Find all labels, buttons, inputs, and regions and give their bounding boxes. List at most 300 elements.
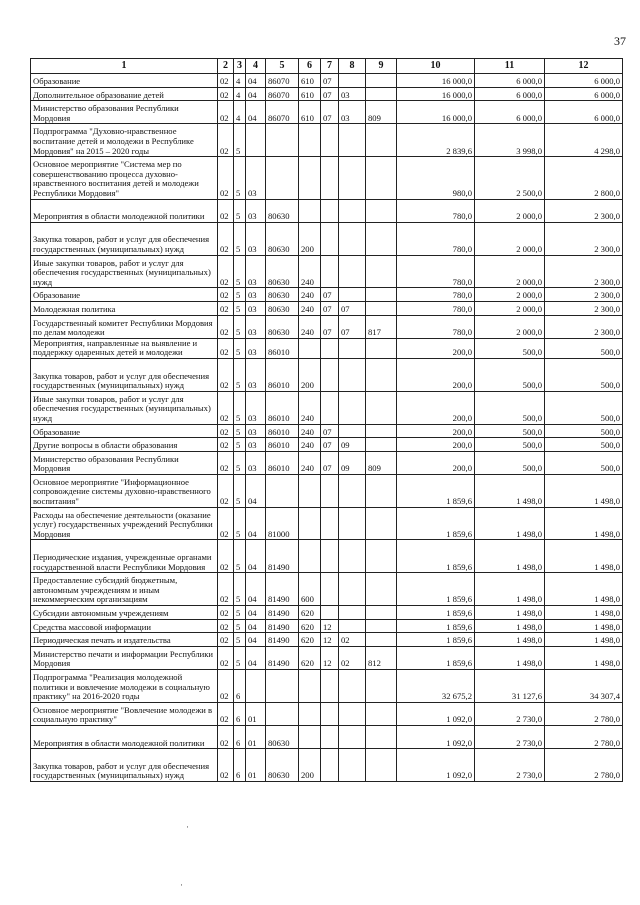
code-cell: 620 — [299, 646, 321, 669]
table-row — [31, 474, 623, 507]
row-name: Закупка товаров, работ и услуг для обеспечения государственных (муниципальных) нужд — [31, 222, 218, 255]
code-cell: 02 — [218, 301, 234, 315]
code-cell — [321, 157, 339, 199]
table-row — [31, 451, 623, 474]
code-cell: 81490 — [266, 633, 299, 647]
code-cell: 86070 — [266, 87, 299, 101]
table-row — [31, 338, 623, 358]
code-cell — [339, 288, 366, 302]
code-cell — [366, 124, 397, 157]
code-cell: 02 — [218, 702, 234, 725]
row-name: Периодическая печать и издательства — [31, 633, 218, 647]
code-cell: 07 — [339, 301, 366, 315]
amount-cell: 6 000,0 — [545, 74, 623, 88]
code-cell: 4 — [234, 101, 246, 124]
amount-cell: 1 498,0 — [475, 606, 545, 620]
code-cell: 02 — [339, 633, 366, 647]
amount-cell: 200,0 — [397, 358, 475, 391]
code-cell: 04 — [246, 633, 266, 647]
code-cell: 02 — [218, 199, 234, 222]
code-cell — [366, 749, 397, 782]
code-cell — [299, 726, 321, 749]
code-cell: 07 — [321, 288, 339, 302]
code-cell: 04 — [246, 474, 266, 507]
row-name: Закупка товаров, работ и услуг для обеспечения государственных (муниципальных) нужд — [31, 358, 218, 391]
code-cell — [321, 124, 339, 157]
code-cell — [339, 157, 366, 199]
table-row — [31, 315, 623, 338]
code-cell: 240 — [299, 315, 321, 338]
table-row — [31, 87, 623, 101]
table-row — [31, 646, 623, 669]
amount-cell: 2 300,0 — [545, 199, 623, 222]
code-cell — [339, 619, 366, 633]
code-cell — [366, 619, 397, 633]
code-cell: 04 — [246, 540, 266, 573]
code-cell: 5 — [234, 424, 246, 438]
code-cell — [299, 540, 321, 573]
amount-cell: 1 498,0 — [545, 573, 623, 606]
table-row — [31, 358, 623, 391]
row-name: Средства массовой информации — [31, 619, 218, 633]
code-cell — [339, 74, 366, 88]
code-cell — [339, 124, 366, 157]
amount-cell: 2 000,0 — [475, 301, 545, 315]
code-cell — [321, 726, 339, 749]
row-name: Предоставление субсидий бюджетным, автономным учреждениям и иным некоммерческим организациям — [31, 573, 218, 606]
code-cell: 07 — [321, 424, 339, 438]
code-cell: 81000 — [266, 507, 299, 540]
code-cell — [366, 358, 397, 391]
row-name: Мероприятия в области молодежной политики — [31, 726, 218, 749]
code-cell: 03 — [246, 222, 266, 255]
code-cell — [339, 573, 366, 606]
column-header: 3 — [234, 59, 246, 74]
row-name: Молодежная политика — [31, 301, 218, 315]
code-cell — [266, 702, 299, 725]
page-number: 37 — [614, 34, 626, 48]
code-cell: 09 — [339, 451, 366, 474]
code-cell — [266, 124, 299, 157]
code-cell — [366, 157, 397, 199]
code-cell — [321, 573, 339, 606]
code-cell — [366, 540, 397, 573]
code-cell: 240 — [299, 255, 321, 288]
amount-cell: 1 092,0 — [397, 749, 475, 782]
code-cell — [366, 702, 397, 725]
code-cell: 5 — [234, 338, 246, 358]
row-name: Мероприятия в области молодежной политики — [31, 199, 218, 222]
code-cell — [321, 358, 339, 391]
amount-cell: 500,0 — [475, 338, 545, 358]
code-cell — [266, 474, 299, 507]
code-cell — [339, 358, 366, 391]
code-cell: 80630 — [266, 222, 299, 255]
code-cell: 02 — [218, 573, 234, 606]
column-header: 8 — [339, 59, 366, 74]
amount-cell: 2 800,0 — [545, 157, 623, 199]
code-cell: 5 — [234, 507, 246, 540]
amount-cell: 780,0 — [397, 199, 475, 222]
code-cell — [299, 507, 321, 540]
code-cell: 620 — [299, 606, 321, 620]
code-cell: 80630 — [266, 199, 299, 222]
code-cell — [266, 157, 299, 199]
code-cell: 5 — [234, 315, 246, 338]
amount-cell: 200,0 — [397, 391, 475, 424]
code-cell: 07 — [321, 438, 339, 452]
row-name: Образование — [31, 424, 218, 438]
code-cell: 6 — [234, 749, 246, 782]
row-name: Иные закупки товаров, работ и услуг для обеспечения государственных (муниципальных) нужд — [31, 255, 218, 288]
budget-table — [30, 58, 623, 782]
table-row — [31, 438, 623, 452]
code-cell: 02 — [218, 358, 234, 391]
amount-cell: 500,0 — [545, 451, 623, 474]
code-cell — [339, 199, 366, 222]
code-cell: 02 — [218, 507, 234, 540]
code-cell: 07 — [321, 87, 339, 101]
code-cell — [339, 540, 366, 573]
header-row — [31, 59, 623, 74]
column-header: 1 — [31, 59, 218, 74]
amount-cell: 2 780,0 — [545, 749, 623, 782]
code-cell — [366, 726, 397, 749]
amount-cell: 780,0 — [397, 288, 475, 302]
row-name: Министерство печати и информации Республики Мордовия — [31, 646, 218, 669]
code-cell — [321, 222, 339, 255]
code-cell: 200 — [299, 749, 321, 782]
row-name: Иные закупки товаров, работ и услуг для обеспечения государственных (муниципальных) нужд — [31, 391, 218, 424]
amount-cell: 980,0 — [397, 157, 475, 199]
code-cell: 5 — [234, 606, 246, 620]
code-cell: 03 — [246, 255, 266, 288]
code-cell: 5 — [234, 391, 246, 424]
amount-cell: 1 498,0 — [545, 646, 623, 669]
row-name: Министерство образования Республики Мордовия — [31, 101, 218, 124]
code-cell: 02 — [218, 391, 234, 424]
amount-cell: 500,0 — [475, 438, 545, 452]
code-cell — [339, 606, 366, 620]
code-cell — [339, 726, 366, 749]
amount-cell: 2 300,0 — [545, 222, 623, 255]
code-cell: 620 — [299, 619, 321, 633]
code-cell: 5 — [234, 199, 246, 222]
table-body — [31, 74, 623, 782]
amount-cell: 500,0 — [475, 424, 545, 438]
code-cell: 02 — [218, 619, 234, 633]
amount-cell: 200,0 — [397, 438, 475, 452]
code-cell: 5 — [234, 222, 246, 255]
amount-cell: 500,0 — [545, 391, 623, 424]
code-cell: 04 — [246, 87, 266, 101]
code-cell: 04 — [246, 74, 266, 88]
amount-cell: 2 000,0 — [475, 255, 545, 288]
amount-cell: 1 498,0 — [545, 633, 623, 647]
code-cell: 4 — [234, 87, 246, 101]
code-cell — [246, 670, 266, 703]
code-cell — [339, 749, 366, 782]
code-cell — [366, 301, 397, 315]
amount-cell: 6 000,0 — [475, 101, 545, 124]
code-cell: 02 — [339, 646, 366, 669]
code-cell: 86010 — [266, 424, 299, 438]
table-row — [31, 619, 623, 633]
table-row — [31, 255, 623, 288]
code-cell: 81490 — [266, 646, 299, 669]
row-name: Государственный комитет Республики Мордовия по делам молодежи — [31, 315, 218, 338]
code-cell: 610 — [299, 74, 321, 88]
code-cell — [366, 255, 397, 288]
code-cell: 81490 — [266, 573, 299, 606]
amount-cell: 1 859,6 — [397, 507, 475, 540]
amount-cell: 6 000,0 — [545, 87, 623, 101]
code-cell — [321, 670, 339, 703]
amount-cell: 31 127,6 — [475, 670, 545, 703]
code-cell — [299, 124, 321, 157]
row-name: Субсидии автономным учреждениям — [31, 606, 218, 620]
code-cell: 80630 — [266, 749, 299, 782]
code-cell: 81490 — [266, 606, 299, 620]
code-cell: 240 — [299, 301, 321, 315]
row-name: Образование — [31, 288, 218, 302]
code-cell — [321, 702, 339, 725]
code-cell: 04 — [246, 619, 266, 633]
amount-cell: 1 859,6 — [397, 619, 475, 633]
code-cell — [366, 199, 397, 222]
column-header: 5 — [266, 59, 299, 74]
amount-cell: 780,0 — [397, 255, 475, 288]
code-cell: 86070 — [266, 101, 299, 124]
code-cell: 04 — [246, 507, 266, 540]
code-cell — [366, 573, 397, 606]
amount-cell: 500,0 — [475, 358, 545, 391]
code-cell — [366, 87, 397, 101]
amount-cell: 200,0 — [397, 424, 475, 438]
code-cell: 5 — [234, 633, 246, 647]
code-cell: 5 — [234, 157, 246, 199]
code-cell — [366, 670, 397, 703]
code-cell — [299, 474, 321, 507]
table-row — [31, 670, 623, 703]
code-cell: 80630 — [266, 255, 299, 288]
table-row — [31, 606, 623, 620]
code-cell — [366, 507, 397, 540]
code-cell: 02 — [218, 451, 234, 474]
code-cell: 07 — [321, 451, 339, 474]
code-cell — [299, 199, 321, 222]
code-cell: 03 — [339, 101, 366, 124]
code-cell: 86010 — [266, 438, 299, 452]
amount-cell: 500,0 — [545, 424, 623, 438]
code-cell — [366, 438, 397, 452]
table-row — [31, 507, 623, 540]
code-cell: 02 — [218, 670, 234, 703]
code-cell — [266, 670, 299, 703]
code-cell: 240 — [299, 438, 321, 452]
column-header: 10 — [397, 59, 475, 74]
amount-cell: 2 000,0 — [475, 288, 545, 302]
code-cell: 5 — [234, 646, 246, 669]
amount-cell: 1 498,0 — [475, 646, 545, 669]
code-cell — [366, 222, 397, 255]
amount-cell: 1 498,0 — [545, 619, 623, 633]
amount-cell: 6 000,0 — [545, 101, 623, 124]
code-cell: 5 — [234, 124, 246, 157]
table-row — [31, 633, 623, 647]
table-row — [31, 391, 623, 424]
code-cell: 4 — [234, 74, 246, 88]
code-cell: 03 — [246, 157, 266, 199]
code-cell: 6 — [234, 670, 246, 703]
code-cell: 02 — [218, 540, 234, 573]
code-cell — [339, 474, 366, 507]
amount-cell: 1 092,0 — [397, 726, 475, 749]
row-name: Основное мероприятие "Информационное сопровождение системы духовно-нравственного воспитания" — [31, 474, 218, 507]
code-cell: 04 — [246, 573, 266, 606]
code-cell — [366, 74, 397, 88]
amount-cell: 2 730,0 — [475, 726, 545, 749]
amount-cell: 1 498,0 — [475, 474, 545, 507]
code-cell: 02 — [218, 87, 234, 101]
code-cell — [321, 391, 339, 424]
code-cell: 240 — [299, 451, 321, 474]
code-cell: 02 — [218, 633, 234, 647]
code-cell: 07 — [339, 315, 366, 338]
code-cell — [321, 199, 339, 222]
row-name: Расходы на обеспечение деятельности (оказание услуг) государственных учреждений Республики Мордовия — [31, 507, 218, 540]
amount-cell: 1 859,6 — [397, 573, 475, 606]
code-cell: 6 — [234, 726, 246, 749]
code-cell — [321, 338, 339, 358]
row-name: Периодические издания, учрежденные органами государственной власти Республики Мордовия — [31, 540, 218, 573]
code-cell: 600 — [299, 573, 321, 606]
row-name: Министерство образования Республики Мордовия — [31, 451, 218, 474]
code-cell: 03 — [246, 315, 266, 338]
code-cell — [366, 474, 397, 507]
code-cell: 01 — [246, 726, 266, 749]
code-cell: 240 — [299, 424, 321, 438]
code-cell: 240 — [299, 288, 321, 302]
code-cell — [366, 424, 397, 438]
code-cell: 86010 — [266, 391, 299, 424]
code-cell — [246, 124, 266, 157]
code-cell: 02 — [218, 124, 234, 157]
code-cell: 200 — [299, 222, 321, 255]
code-cell: 02 — [218, 338, 234, 358]
code-cell — [321, 540, 339, 573]
code-cell — [321, 749, 339, 782]
amount-cell: 34 307,4 — [545, 670, 623, 703]
amount-cell: 2 780,0 — [545, 726, 623, 749]
code-cell — [321, 474, 339, 507]
table-row — [31, 101, 623, 124]
code-cell: 02 — [218, 438, 234, 452]
code-cell: 02 — [218, 315, 234, 338]
code-cell: 04 — [246, 606, 266, 620]
code-cell: 04 — [246, 101, 266, 124]
amount-cell: 1 498,0 — [475, 573, 545, 606]
code-cell — [299, 338, 321, 358]
code-cell: 03 — [246, 338, 266, 358]
amount-cell: 1 498,0 — [545, 606, 623, 620]
code-cell: 80630 — [266, 726, 299, 749]
amount-cell: 1 859,6 — [397, 540, 475, 573]
amount-cell: 2 500,0 — [475, 157, 545, 199]
amount-cell: 1 498,0 — [475, 540, 545, 573]
table-row — [31, 301, 623, 315]
code-cell — [339, 391, 366, 424]
code-cell: 809 — [366, 451, 397, 474]
amount-cell: 32 675,2 — [397, 670, 475, 703]
code-cell: 12 — [321, 633, 339, 647]
code-cell — [366, 606, 397, 620]
amount-cell: 4 298,0 — [545, 124, 623, 157]
code-cell: 02 — [218, 74, 234, 88]
code-cell — [299, 670, 321, 703]
code-cell: 80630 — [266, 315, 299, 338]
code-cell — [339, 222, 366, 255]
code-cell: 12 — [321, 646, 339, 669]
column-header: 11 — [475, 59, 545, 74]
amount-cell: 200,0 — [397, 338, 475, 358]
amount-cell: 2 839,6 — [397, 124, 475, 157]
code-cell: 200 — [299, 358, 321, 391]
code-cell: 5 — [234, 451, 246, 474]
amount-cell: 1 498,0 — [545, 474, 623, 507]
table-row — [31, 288, 623, 302]
amount-cell: 1 498,0 — [545, 507, 623, 540]
code-cell: 02 — [218, 726, 234, 749]
table-row — [31, 726, 623, 749]
column-header: 6 — [299, 59, 321, 74]
amount-cell: 6 000,0 — [475, 74, 545, 88]
amount-cell: 1 498,0 — [545, 540, 623, 573]
amount-cell: 1 498,0 — [475, 633, 545, 647]
amount-cell: 500,0 — [475, 391, 545, 424]
amount-cell: 2 780,0 — [545, 702, 623, 725]
code-cell: 02 — [218, 749, 234, 782]
amount-cell: 500,0 — [545, 338, 623, 358]
code-cell — [339, 338, 366, 358]
code-cell — [339, 424, 366, 438]
column-header: 7 — [321, 59, 339, 74]
code-cell: 02 — [218, 222, 234, 255]
code-cell: 5 — [234, 573, 246, 606]
code-cell — [339, 670, 366, 703]
code-cell: 02 — [218, 474, 234, 507]
code-cell: 80630 — [266, 288, 299, 302]
row-name: Основное мероприятие "Система мер по совершенствованию процесса духовно-нравственного воспитания детей и молодежи Республики Мордовия" — [31, 157, 218, 199]
amount-cell: 2 730,0 — [475, 749, 545, 782]
amount-cell: 780,0 — [397, 315, 475, 338]
code-cell: 07 — [321, 101, 339, 124]
amount-cell: 200,0 — [397, 451, 475, 474]
amount-cell: 2 300,0 — [545, 255, 623, 288]
column-header: 4 — [246, 59, 266, 74]
table-row — [31, 424, 623, 438]
amount-cell: 1 498,0 — [475, 619, 545, 633]
code-cell — [339, 507, 366, 540]
code-cell — [366, 338, 397, 358]
scan-mark: · — [186, 822, 189, 832]
row-name: Другие вопросы в области образования — [31, 438, 218, 452]
code-cell: 5 — [234, 255, 246, 288]
code-cell — [366, 391, 397, 424]
row-name: Основное мероприятие "Вовлечение молодежи в социальную практику" — [31, 702, 218, 725]
amount-cell: 2 300,0 — [545, 315, 623, 338]
amount-cell: 1 859,6 — [397, 646, 475, 669]
